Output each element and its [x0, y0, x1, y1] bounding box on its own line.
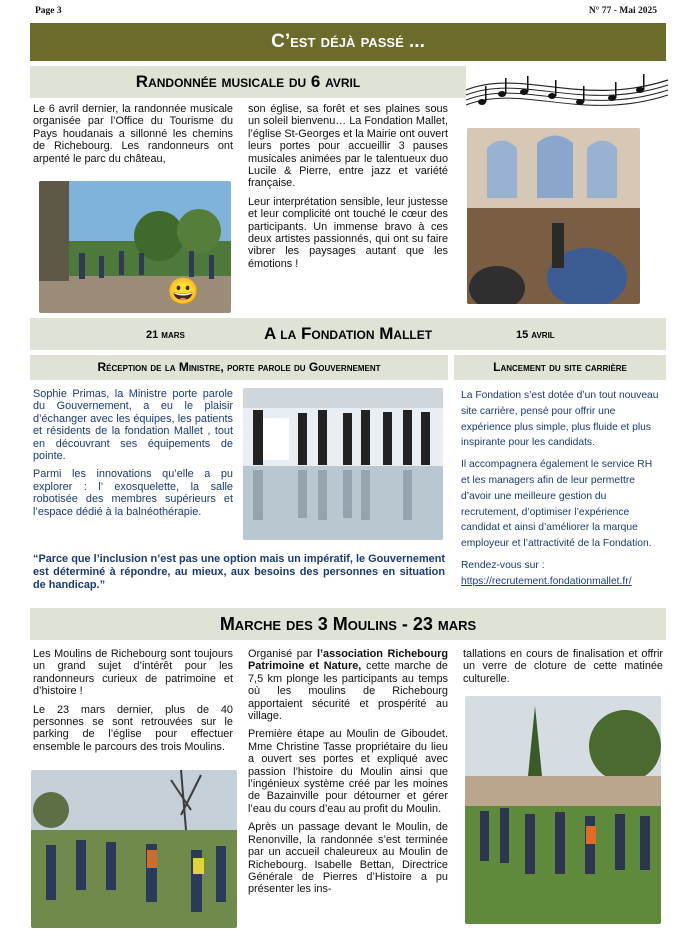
rando-photo-park: [39, 181, 231, 313]
date-left: 21 mars: [146, 329, 185, 341]
issue-number: N° 77 - Mai 2025: [588, 6, 657, 16]
marche-c2-p2: Première étape au Moulin de Giboudet. Mme Christine Tasse propriétaire du lieu a ouvert ses portes et expliqué avec passion l’histoire du Moulin ainsi que l’ingénieux système créé par les moines de Bazainville pour détourner et gérer l’eau du cours d’eau au profit du Moulin.: [248, 728, 448, 815]
rando-col1-text: Le 6 avril dernier, la randonnée musicale organisée par l’Office du Tourisme du Pays houdanais a sillonné les chemins de Richebourg. Les randonneurs ont arpenté le parc du château,: [33, 103, 233, 165]
ministre-quote: “Parce que l’inclusion n’est pas une option mais un impératif, le Gouvernement est déterminé à répondre, au mieux, aux besoins des personnes en situation de handicap.”: [33, 553, 445, 591]
fondation-band: [30, 318, 666, 350]
date-right: 15 avril: [516, 329, 555, 341]
marche-c3-p1: tallations en cours de finalisation et offrir un verre de cloture de cette matinée culturelle.: [463, 648, 663, 685]
carriere-text: [461, 388, 663, 590]
ministre-text: [33, 388, 233, 524]
music-notes-icon: [462, 68, 672, 126]
rando-photo-church: [467, 128, 640, 304]
section-band: C’est déjà passé ...: [30, 23, 666, 61]
marche-c2-p1-a: Organisé par: [248, 648, 317, 660]
marche-photo-group: [31, 770, 237, 928]
smiley-emoji: 😀: [167, 276, 200, 306]
ministre-p1: Sophie Primas, la Ministre porte parole du Gouvernement, a eu le plaisir d’échanger avec les équipes, les patients et résidents de la fondation Mallet , tout en découvrant ses équipements de pointe.: [33, 388, 233, 463]
ministre-p2: Parmi les innovations qu’elle a pu explorer : l’ exosquelette, la salle robotisée des membres supérieurs et l’espace dédié à la balnéothérapie.: [33, 468, 233, 518]
marche-c2-p3: Après un passage devant le Moulin, de Renonville, la randonnée s’est terminée par un accueil chaleureux au Moulin de Richebourg. Isabelle Bettan, Directrice Générale de Pierres d’Histoire a pu présenter les ins-: [248, 821, 448, 896]
marche-c2-p1: [248, 648, 448, 722]
rando-col2-p2: Leur interprétation sensible, leur justesse et leur complicité ont touché le cœur des participants. Un immense bravo à ces deux artistes passionnés, qui ont su faire vibrer les paysages autant que les émotions !: [248, 195, 448, 270]
marche-c2-p1-bold: l’association Richebourg Patrimoine et Nature,: [248, 648, 448, 673]
rando-col1: [33, 103, 233, 171]
marche-c2-p1-c: cette marche de 7,5 km plonge les participants au temps où les moulins de Richebourg apportaient sécurité et prospérité au village.: [248, 660, 448, 723]
fondation-title: A la Fondation Mallet: [263, 324, 433, 343]
rando-col2: [248, 103, 448, 276]
marche-photo-garden: [465, 696, 661, 924]
carriere-link[interactable]: https://recrutement.fondationmallet.fr/: [461, 575, 632, 587]
rando-col2-p1: son église, sa forêt et ses plaines sous un soleil bienvenu… La Fondation Mallet, l’église St-Georges et la Mairie ont ouvert leurs portes pour accueillir 3 pauses musicales animées par le talentueux duo Lucile & Pierre, entre jazz et variété française.: [248, 103, 448, 190]
ministre-title: Réception de la Ministre, porte parole du Gouvernement: [30, 355, 448, 380]
marche-c1-p1: Les Moulins de Richebourg sont toujours un grand sujet d’intérêt pour les randonneurs curieux de patrimoine et d’histoire !: [33, 648, 233, 698]
marche-col3: [463, 648, 663, 691]
rando-title: Randonnée musicale du 6 avril: [30, 66, 466, 98]
carriere-title: Lancement du site carrière: [454, 355, 666, 380]
marche-title: Marche des 3 Moulins - 23 mars: [30, 608, 666, 640]
marche-col1: [33, 648, 233, 759]
ministre-photo: [243, 388, 443, 540]
marche-col2: [248, 648, 448, 902]
carriere-p1: La Fondation s’est dotée d’un tout nouveau site carrière, pensé pour offrir une expérience plus simple, plus fluide et plus inspirante pour les candidats.: [461, 390, 659, 449]
carriere-p2: Il accompagnera également le service RH et les managers afin de leur permettre d’avoir une meilleure gestion du recrutement, d’optimiser l’expérience candidat et ainsi d’améliorer la marque employeur et l’attractivité de la Fondation.: [461, 459, 653, 550]
carriere-p3: Rendez-vous sur :: [461, 559, 545, 571]
page-number: Page 3: [35, 6, 62, 16]
marche-c1-p2: Le 23 mars dernier, plus de 40 personnes se sont retrouvées sur le parking de l’église pour effectuer ensemble le parcours des trois Moulins.: [33, 703, 233, 753]
